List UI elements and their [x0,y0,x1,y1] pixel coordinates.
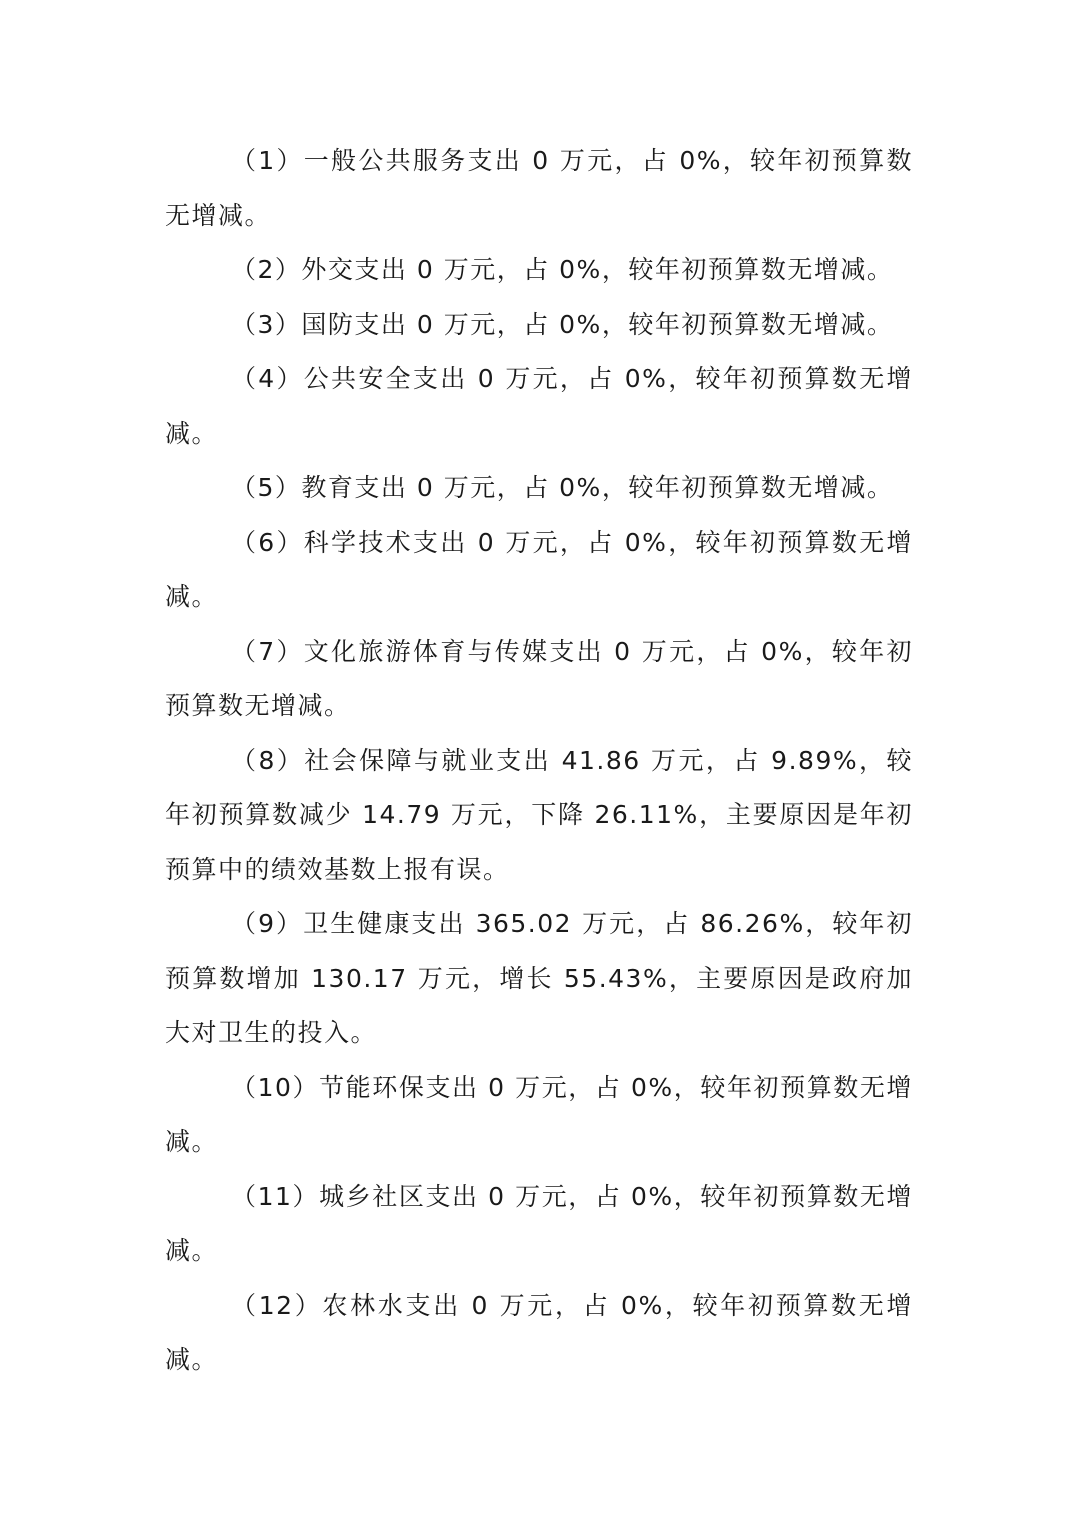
paragraph-item-7: （7）文化旅游体育与传媒支出 0 万元，占 0%，较年初预算数无增减。 [165,636,913,720]
paragraph-item-3: （3）国防支出 0 万元，占 0%，较年初预算数无增减。 [231,309,894,339]
paragraph-item-12: （12）农林水支出 0 万元，占 0%，较年初预算数无增减。 [165,1290,913,1374]
paragraph-item-9: （9）卫生健康支出 365.02 万元，占 86.26%，较年初预算数增加 130.17 万元，增长 55.43%，主要原因是政府加大对卫生的投入。 [165,909,913,1047]
paragraph-item-5: （5）教育支出 0 万元，占 0%，较年初预算数无增减。 [231,473,894,502]
paragraph-item-11: （11）城乡社区支出 0 万元，占 0%，较年初预算数无增减。 [165,1181,913,1265]
document-body [165,134,913,1388]
paragraph-item-10: （10）节能环保支出 0 万元，占 0%，较年初预算数无增减。 [165,1072,913,1156]
paragraph-item-4: （4）公共安全支出 0 万元，占 0%，较年初预算数无增减。 [165,364,913,448]
paragraph-item-6: （6）科学技术支出 0 万元，占 0%，较年初预算数无增减。 [165,527,913,611]
paragraph-item-2: （2）外交支出 0 万元，占 0%，较年初预算数无增减。 [231,255,894,284]
paragraph-item-8: （8）社会保障与就业支出 41.86 万元，占 9.89%，较年初预算数减少 14.79 万元，下降 26.11%，主要原因是年初预算中的绩效基数上报有误。 [165,745,913,884]
paragraph-item-1: （1）一般公共服务支出 0 万元，占 0%，较年初预算数无增减。 [165,146,913,230]
